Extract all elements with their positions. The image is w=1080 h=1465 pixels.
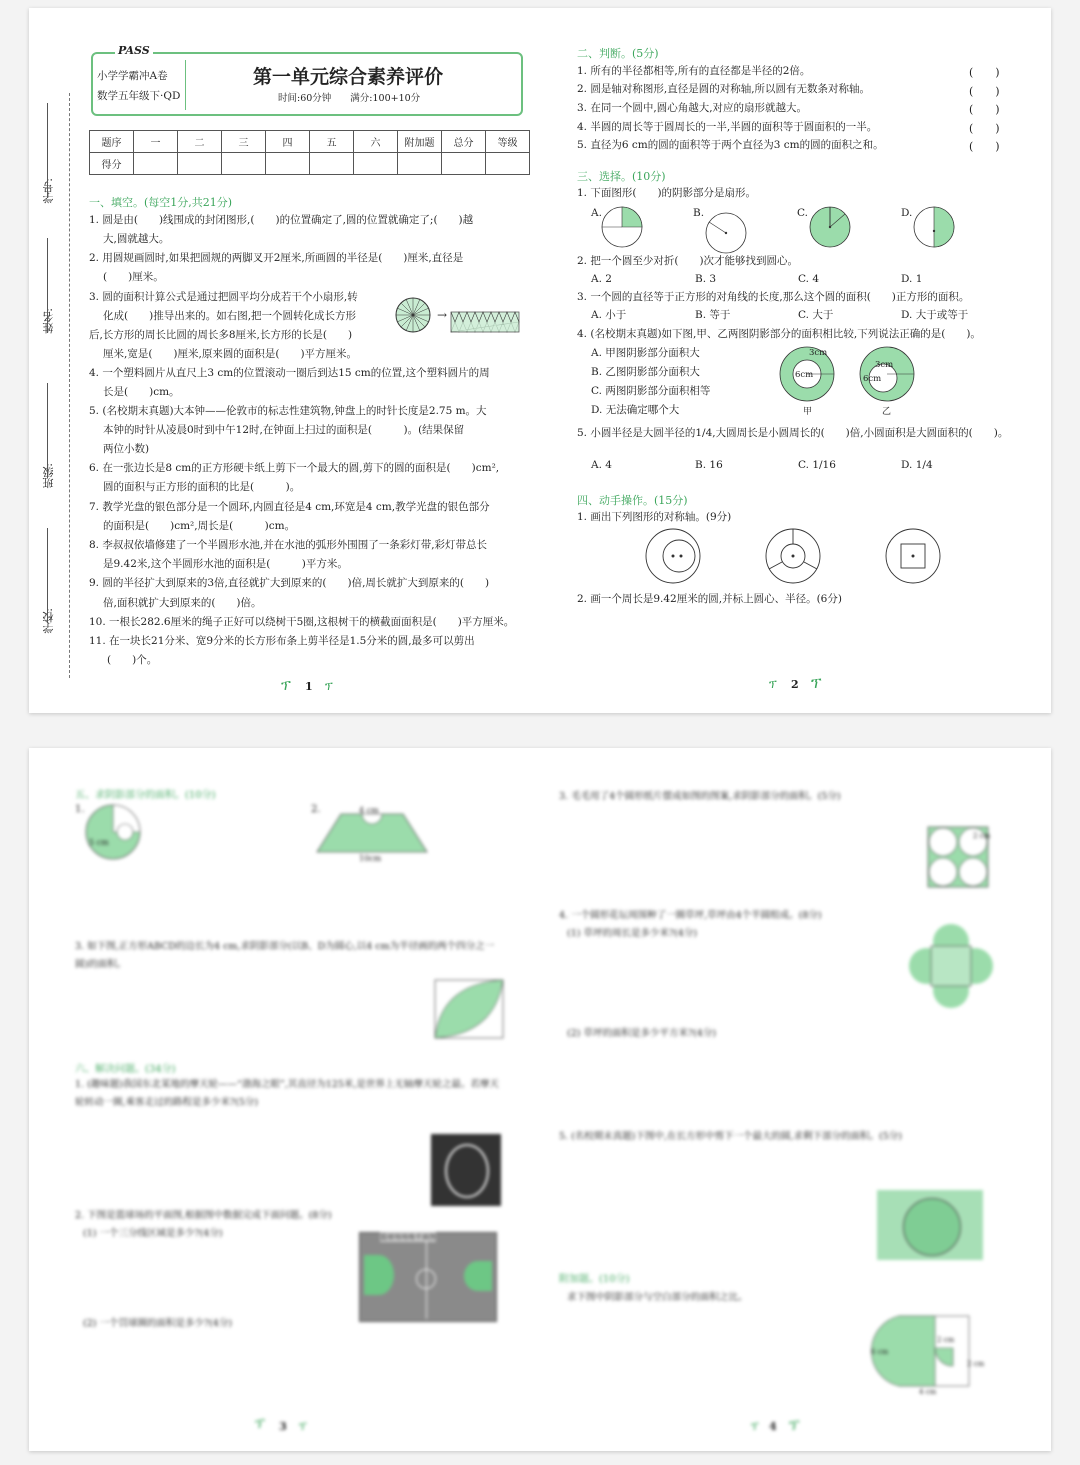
score-row-label: 得分: [90, 153, 134, 175]
choice-question: 1. 下面图形( )的阴影部分是扇形。: [577, 187, 757, 199]
option-label: D. 1/4: [901, 459, 933, 471]
dimension-label: 6 cm: [871, 1348, 889, 1356]
dimension-label: 2 cm: [973, 832, 991, 840]
section-title-shaded: 五、求阴影部分的面积。(10分): [75, 790, 216, 801]
sprout-icon: ፕ: [325, 680, 333, 693]
side-label-id: 学号:: [42, 178, 55, 204]
question-number: 1.: [75, 804, 85, 815]
dimension-label: 2 cm: [937, 1336, 955, 1344]
score-cell[interactable]: [354, 153, 398, 175]
rectangle-circle-figure: [877, 1190, 983, 1260]
operate-question: 2. 画一个周长是9.42厘米的圆,并标上圆心、半径。(6分): [577, 593, 842, 605]
choice-question: 4. (名校期末真题)如下图,甲、乙两图阴影部分的面积相比较,下列说法正确的是( )。: [577, 328, 981, 340]
fill-line: ( )厘米。: [103, 271, 164, 283]
binding-line: [69, 93, 70, 678]
judge-item: 4. 半圆的周长等于圆周长的一半,半圆的面积等于圆面积的一半。: [577, 121, 878, 133]
judge-item: 5. 直径为6 cm的圆的面积等于两个直径为3 cm的圆的面积之和。: [577, 139, 884, 151]
answer-blank[interactable]: ( ): [969, 122, 1000, 135]
option-label: B. 乙图阴影部分面积大: [591, 366, 700, 378]
section-title-choice: 三、选择。(10分): [577, 170, 666, 183]
trapezoid-figure: [317, 812, 429, 857]
fill-line: 的面积是( )cm²,周长是( )cm。: [103, 520, 296, 532]
dimension-label: 5 cm: [89, 838, 109, 847]
problem-text: (1) 草坪的周长是多少米?(4分): [567, 928, 698, 939]
fill-line: 后,长方形的周长比圆的周长多8厘米,长方形的长是( ): [89, 329, 353, 341]
page-number: 1: [305, 680, 313, 693]
fill-line: 长是( )cm。: [103, 386, 180, 398]
problem-text: (1) 一个三分线区域是多少?(4分): [83, 1228, 223, 1239]
page-title: 第一单元综合素养评价: [253, 66, 444, 88]
judge-item: 3. 在同一个圆中,圆心角越大,对应的扇形就越大。: [577, 102, 808, 114]
fill-line: 11. 在一块长21分米、宽9分米的长方形布条上剪半径是1.5分米的圆,最多可以剪出: [89, 635, 475, 647]
score-cell[interactable]: [222, 153, 266, 175]
score-header-cell: 五: [310, 131, 354, 153]
section-title-fill: 一、填空。(每空1分,共21分): [89, 196, 233, 209]
side-label-name: 姓名:: [42, 308, 55, 334]
side-label-school: 学校:: [42, 608, 55, 634]
score-cell[interactable]: [266, 153, 310, 175]
score-header-cell: 六: [354, 131, 398, 153]
option-label: D. 无法确定哪个大: [591, 404, 680, 416]
sprout-icon: ፕ: [811, 674, 822, 692]
fill-line: 4. 一个塑料圆片从直尺上3 cm的位置滚动一圈后到达15 cm的位置,这个塑料圆片的周: [89, 367, 490, 379]
sprout-icon: ፕ: [281, 678, 291, 694]
fill-line: 7. 教学光盘的银色部分是一个圆环,内圆直径是4 cm,环宽是4 cm,教学光盘的银色部分: [89, 501, 490, 513]
judge-item: 1. 所有的半径都相等,所有的直径都是半径的2倍。: [577, 65, 811, 77]
answer-blank[interactable]: ( ): [969, 66, 1000, 79]
page-number: 2: [791, 678, 799, 691]
sector-figure-a: [601, 206, 645, 250]
problem-text: 2. 下图是篮球场的平面图,根据图中数据完成下面问题。(8分): [75, 1210, 332, 1221]
sprout-icon: ፕ: [751, 1420, 759, 1433]
svg-text:→: →: [437, 308, 448, 322]
score-header-cell: 三: [222, 131, 266, 153]
score-header-cell: 二: [178, 131, 222, 153]
exam-sheet-bottom: [29, 748, 1051, 1451]
fill-line: 是9.42米,这个半圆形水池的面积是( )平方米。: [103, 558, 348, 570]
fill-line: 厘米,宽是( )厘米,原来圆的面积是( )平方厘米。: [103, 348, 358, 360]
fill-line: 两位小数): [103, 443, 150, 455]
circle-to-rectangle-figure: [395, 296, 525, 336]
fill-line: 1. 圆是由( )线围成的封闭图形,( )的位置确定了,圆的位置就确定了;( )越: [89, 214, 474, 226]
option-label: B.: [693, 207, 705, 219]
choice-question: 2. 把一个圆至少对折( )次才能够找到圆心。: [577, 255, 799, 267]
court-label: 篮球场场地平面图: [380, 1233, 436, 1241]
fill-line: 10. 一根长282.6厘米的绳子正好可以绕树干5圈,这根树干的横截面面积是( )平方厘米。: [89, 616, 515, 628]
option-label: C. 1/16: [798, 459, 836, 471]
option-label: A.: [591, 207, 602, 219]
series-name: 小学学霸冲A卷: [97, 70, 168, 82]
header-box: [91, 44, 523, 116]
page-number: 4: [769, 1420, 777, 1433]
score-cell[interactable]: [178, 153, 222, 175]
option-label: D. 大于或等于: [901, 309, 969, 321]
problem-text: 1. (趣味题)我国东北某地的摩天轮——“渤海之眼”,其直径为125米,是世界上无轴摩天轮之最。若摩天轮转动一圈,乘客走过的路程是多少米?(5分): [75, 1079, 499, 1108]
fill-line: 3. 圆的面积计算公式是通过把圆平均分成若干个小扇形,转: [89, 291, 358, 303]
problem-text: 求下图中阴影部分与空白部分的面积之比。: [567, 1292, 748, 1303]
sprout-icon: ፕ: [255, 1416, 265, 1432]
section-title-extra: 附加题。(10分): [559, 1274, 630, 1285]
problem-text: 5. (名校期末真题)下图中,在长方形中剪下一个最大的圆,求剩下部分的面积。(5分): [559, 1131, 902, 1142]
fill-line: 9. 圆的半径扩大到原来的3倍,直径就扩大到原来的( )倍,周长就扩大到原来的( ): [89, 577, 490, 589]
option-label: A. 小于: [591, 309, 627, 321]
option-label: B. 3: [695, 273, 717, 285]
dimension-label: 4 cm: [359, 806, 379, 815]
symmetry-figures: [645, 528, 965, 588]
dimension-label: 3cm: [809, 348, 828, 358]
option-label: B. 16: [695, 459, 723, 471]
dimension-label: 6cm: [863, 374, 882, 384]
option-label: C. 4: [798, 273, 820, 285]
option-label: D. 1: [901, 273, 923, 285]
question-text: 3. 如下图,正方形ABCD的边长为4 cm,求阴影部分(以B、D为圆心,以4 cm为半径画的两个四分之一圆)的面积。: [75, 941, 495, 970]
option-label: A. 4: [591, 459, 612, 471]
fill-line: 8. 李叔叔依墙修建了一个半圆形水池,并在水池的弧形外围围了一条彩灯带,彩灯带总长: [89, 539, 488, 551]
dimension-label: 6cm: [795, 370, 814, 380]
problem-text: 4. 一个圆形花坛周围种了一圈草坪,草坪由4个半圆组成。(8分): [559, 910, 822, 921]
problem-text: (2) 一个罚球圈的面积是多少?(4分): [83, 1318, 233, 1329]
option-label: C.: [797, 207, 808, 219]
sprout-icon: ፕ: [769, 678, 777, 691]
option-label: D.: [901, 207, 913, 219]
score-cell[interactable]: [398, 153, 442, 175]
fill-line: 大,圆就越大。: [103, 233, 170, 245]
ferris-wheel-photo: [431, 1134, 501, 1206]
dimension-label: 10cm: [359, 854, 382, 863]
choice-question: 5. 小圆半径是大圆半径的1/4,大圆周长是小圆周长的( )倍,小圆面积是大圆面积的( )。: [577, 427, 1009, 439]
answer-blank[interactable]: ( ): [969, 140, 1000, 153]
sprout-icon: ፕ: [789, 1416, 800, 1434]
section-title-judge: 二、判断。(5分): [577, 47, 659, 60]
option-label: C. 大于: [798, 309, 834, 321]
shaded-circle-figure: [85, 804, 145, 864]
basketball-court: [359, 1232, 497, 1322]
logo: PASS: [115, 44, 153, 57]
score-cell[interactable]: [134, 153, 178, 175]
score-cell[interactable]: [486, 153, 530, 175]
question-number: 2.: [311, 804, 321, 815]
fill-line: 本钟的时针从凌晨0时到中午12时,在钟面上扫过的面积是( )。(结果保留: [103, 424, 465, 436]
fill-line: 倍,面积就扩大到原来的( )倍。: [103, 597, 262, 609]
option-label: A. 甲图阴影部分面积大: [591, 347, 700, 359]
score-header-cell: 一: [134, 131, 178, 153]
operate-question: 1. 画出下列图形的对称轴。(9分): [577, 511, 732, 523]
section-title-operate: 四、动手操作。(15分): [577, 494, 688, 507]
extra-figure: [891, 1308, 971, 1388]
grade-label: 数学五年级下·QD: [97, 90, 181, 102]
fill-line: 2. 用圆规画圆时,如果把圆规的两脚叉开2厘米,所画圆的半径是( )厘米,直径是: [89, 252, 464, 264]
section-title-problems: 六、解决问题。(34分): [75, 1064, 176, 1075]
choice-question: 3. 一个圆的直径等于正方形的对角线的长度,那么这个圆的面积( )正方形的面积。: [577, 291, 970, 303]
dimension-label: 4 cm: [919, 1388, 937, 1396]
score-cell[interactable]: [442, 153, 486, 175]
time-score: 时间:60分钟 满分:100+10分: [278, 93, 421, 104]
option-label: B. 等于: [695, 309, 731, 321]
fill-line: 化成( )推导出来的。如右图,把一个圆转化成长方形: [103, 310, 357, 322]
sector-figure-b: [705, 212, 749, 256]
score-header-cell: 总分: [442, 131, 486, 153]
answer-blank[interactable]: ( ): [969, 85, 1000, 98]
page-number: 3: [279, 1420, 287, 1433]
score-header-cell: 四: [266, 131, 310, 153]
score-cell[interactable]: [310, 153, 354, 175]
side-label-class: 班级:: [42, 463, 55, 489]
leaf-figure: [431, 978, 507, 1042]
option-label: C. 两图阴影部分面积相等: [591, 385, 711, 397]
fill-line: 6. 在一张边长是8 cm的正方形硬卡纸上剪下一个最大的圆,剪下的圆的面积是( )cm²,: [89, 462, 500, 474]
sector-figure-d: [913, 206, 957, 250]
score-header-cell: 等级: [486, 131, 530, 153]
exam-sheet-top: [29, 8, 1051, 713]
score-header-cell: 附加题: [398, 131, 442, 153]
problem-text: (2) 草坪的面积是多少平方米?(4分): [567, 1028, 717, 1039]
score-header-cell: 题序: [90, 131, 134, 153]
fill-line: 5. (名校期末真题)大本钟——伦敦市的标志性建筑物,钟盘上的时针长度是2.75 m。大: [89, 405, 487, 417]
sector-figure-c: [809, 206, 853, 250]
sprout-icon: ፕ: [299, 1420, 307, 1433]
dimension-label: 2 cm: [967, 1360, 985, 1368]
dimension-label: 3cm: [875, 360, 894, 370]
fill-line: ( )个。: [107, 654, 158, 666]
answer-blank[interactable]: ( ): [969, 103, 1000, 116]
judge-item: 2. 圆是轴对称图形,直径是圆的对称轴,所以圆有无数条对称轴。: [577, 83, 871, 95]
score-table: [89, 130, 530, 175]
option-label: A. 2: [591, 273, 612, 285]
fill-line: 圆的面积与正方形的面积的比是( )。: [103, 481, 301, 493]
figure-label-jia: 甲: [803, 407, 813, 417]
figure-label-yi: 乙: [882, 407, 892, 417]
flower-bed-figure: [913, 928, 993, 1008]
problem-text: 3. 毛毛用了4个圆形纸片摆成如图的图案,求阴影部分的面积。(5分): [559, 791, 841, 802]
